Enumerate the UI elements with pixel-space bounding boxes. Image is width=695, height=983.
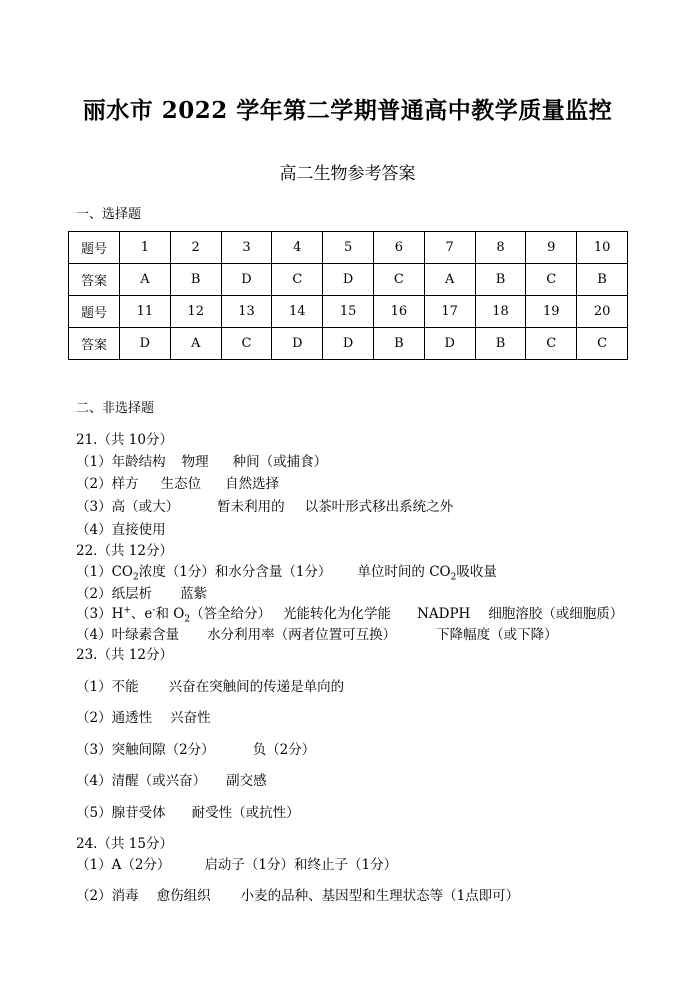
table-cell: B (475, 328, 526, 360)
table-cell: D (272, 328, 323, 360)
table-cell: A (170, 328, 221, 360)
q22-line-2 (76, 582, 207, 602)
answer-text: （1）年龄结构 (76, 454, 166, 470)
q23-line-1 (76, 675, 344, 695)
table-cell: 17 (424, 296, 475, 328)
table-cell: B (475, 264, 526, 296)
answer-text: 兴奋在突触间的传递是单向的 (168, 679, 345, 695)
answer-text: 耐受性（或抗性） (191, 805, 300, 821)
answer-text: NADPH (417, 606, 471, 622)
table-cell: C (221, 328, 272, 360)
answer-text: 浓度（1分）和水分含量（1分） (138, 564, 332, 580)
table-row (69, 232, 628, 264)
q21-line-4 (76, 518, 166, 538)
q21-line-2 (76, 472, 279, 492)
table-cell: 6 (373, 232, 424, 264)
answer-text: （答全给分） (190, 606, 272, 622)
answer-text: 生态位 (160, 476, 202, 492)
answer-text: （4）叶绿素含量 (76, 627, 180, 643)
table-cell: A (120, 264, 171, 296)
answer-text: （2）纸层析 (76, 586, 153, 602)
answer-text: （3）突触间隙（2分） (76, 742, 215, 758)
subscript-2: 2 (133, 572, 139, 583)
table-cell: C (526, 328, 577, 360)
table-cell: 11 (120, 296, 171, 328)
answer-text: （2）通透性 (76, 710, 153, 726)
answer-text: 下降幅度（或下降） (436, 627, 558, 643)
table-cell: 19 (526, 296, 577, 328)
answer-text: 小麦的品种、基因型和生理状态等（1点即可） (240, 888, 520, 904)
q23-line-5 (76, 801, 300, 821)
table-cell: 9 (526, 232, 577, 264)
answer-text: （3）H (76, 606, 124, 622)
row-label: 答案 (69, 264, 120, 296)
answer-text: 种间（或捕食） (232, 454, 328, 470)
answer-text: 兴奋性 (170, 710, 211, 726)
page-subtitle: 高二生物参考答案 (279, 164, 416, 184)
superscript-plus: + (123, 605, 131, 616)
q21-line-3 (76, 495, 453, 515)
superscript-minus: - (152, 605, 156, 616)
table-cell: 4 (272, 232, 323, 264)
row-label: 答案 (69, 328, 120, 360)
subscript-2: 2 (184, 614, 191, 625)
table-cell: 3 (221, 232, 272, 264)
answer-text: （2）样方 (76, 476, 139, 492)
table-cell: 1 (120, 232, 171, 264)
answer-text: 细胞溶胶（或细胞质） (488, 606, 624, 622)
section-heading-choice: 一、选择题 (76, 207, 142, 222)
table-cell: 8 (475, 232, 526, 264)
table-cell: B (577, 264, 628, 296)
answer-text: 和 O (155, 606, 185, 622)
q23-heading: 23.（共 12分） (76, 647, 173, 663)
answer-text: （5）腺苷受体 (76, 805, 166, 821)
table-cell: B (170, 264, 221, 296)
table-cell: D (323, 328, 374, 360)
table-cell: 2 (170, 232, 221, 264)
row-label: 题号 (69, 296, 120, 328)
q21-line-1 (76, 450, 327, 470)
q24-line-1 (76, 853, 397, 873)
table-row (69, 328, 628, 360)
table-cell: A (424, 264, 475, 296)
q23-line-2 (76, 706, 211, 726)
q22-line-1 (76, 560, 497, 583)
answer-text: 水分利用率（两者位置可互换） (207, 627, 397, 643)
table-row (69, 296, 628, 328)
subscript-2: 2 (450, 572, 457, 583)
table-cell: 10 (577, 232, 628, 264)
answer-text: 单位时间的 CO (357, 564, 451, 580)
answer-text: 、e (130, 606, 153, 622)
table-cell: 5 (323, 232, 374, 264)
q22-line-3 (76, 602, 623, 625)
table-cell: C (373, 264, 424, 296)
answer-text: 蓝紫 (180, 586, 208, 602)
answer-text: 以茶叶形式移出系统之外 (304, 499, 454, 515)
answer-text: 暂未利用的 (217, 499, 285, 515)
q22-heading: 22.（共 12分） (76, 543, 173, 559)
table-cell: 12 (170, 296, 221, 328)
answer-text: （1）CO (76, 564, 133, 580)
table-cell: 18 (475, 296, 526, 328)
table-cell: C (526, 264, 577, 296)
table-cell: D (424, 328, 475, 360)
answer-text: 愈伤组织 (156, 888, 211, 904)
q24-heading: 24.（共 15分） (76, 836, 173, 852)
answer-text: 启动子（1分）和终止子（1分） (204, 857, 398, 873)
table-cell: 14 (272, 296, 323, 328)
page-title: 丽水市 2022 学年第二学期普通高中教学质量监控 (82, 97, 613, 124)
row-label: 题号 (69, 232, 120, 264)
table-cell: 16 (373, 296, 424, 328)
table-cell: 7 (424, 232, 475, 264)
answer-text: （1）不能 (76, 679, 139, 695)
answer-text: 负（2分） (252, 742, 316, 758)
answer-text: 吸收量 (456, 564, 497, 580)
q23-line-3 (76, 738, 315, 758)
table-cell: D (120, 328, 171, 360)
answer-text: （2）消毒 (76, 888, 139, 904)
table-row (69, 264, 628, 296)
answer-text: （1）A（2分） (76, 857, 171, 873)
answer-text: 光能转化为化学能 (283, 606, 392, 622)
answer-text: （4）直接使用 (76, 522, 166, 538)
answer-text: 自然选择 (225, 476, 280, 492)
answer-text: （3）高（或大） (76, 499, 180, 515)
table-cell: D (323, 264, 374, 296)
answer-text: 副交感 (226, 773, 267, 789)
q24-line-2 (76, 884, 519, 904)
table-cell: C (577, 328, 628, 360)
q22-line-4 (76, 623, 558, 643)
table-cell: B (373, 328, 424, 360)
table-cell: 13 (221, 296, 272, 328)
table-cell: C (272, 264, 323, 296)
section-heading-nonchoice: 二、非选择题 (76, 401, 155, 416)
table-cell: 15 (323, 296, 374, 328)
answer-text: （4）清醒（或兴奋） (76, 773, 207, 789)
q23-line-4 (76, 769, 267, 789)
answer-text: 物理 (181, 454, 209, 470)
table-cell: D (221, 264, 272, 296)
answer-table (68, 231, 628, 360)
table-cell: 20 (577, 296, 628, 328)
q21-heading: 21.（共 10分） (76, 432, 173, 448)
